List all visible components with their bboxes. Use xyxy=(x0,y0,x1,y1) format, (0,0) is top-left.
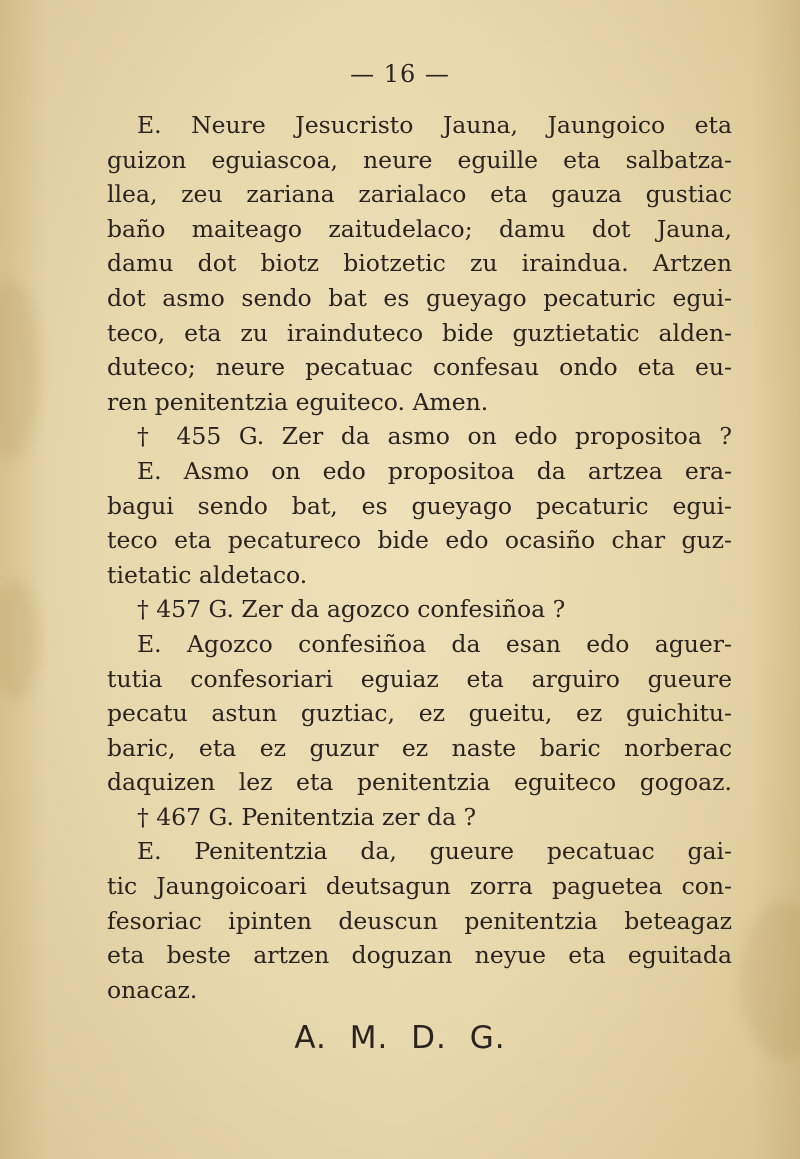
text-line: † 457 G. Zer da agozco confesiñoa ? xyxy=(137,595,566,624)
text-line: baric, eta ez guzur ez naste baric norberac xyxy=(107,733,732,762)
text-line: † 467 G. Penitentzia zer da ? xyxy=(137,802,477,831)
text-line: damu dot biotz biotzetic zu iraindua. Artzen xyxy=(107,249,732,278)
text-line: fesoriac ipinten deuscun penitentzia beteagaz xyxy=(107,906,732,935)
text-line: tutia confesoriari eguiaz eta arguiro gueure xyxy=(107,664,732,693)
text-line: pecatu astun guztiac, ez gueitu, ez guichitu- xyxy=(107,699,732,728)
page-number: — 16 — xyxy=(350,60,450,88)
text-line: teco eta pecatureco bide edo ocasiño char guz- xyxy=(107,526,732,555)
text-line: bagui sendo bat, es gueyago pecaturic egui- xyxy=(107,491,732,520)
text-line: E. Agozco confesiñoa da esan edo aguer- xyxy=(137,629,732,658)
text-line: dot asmo sendo bat es gueyago pecaturic egui- xyxy=(107,283,732,312)
text-line: ren penitentzia eguiteco. Amen. xyxy=(107,387,489,416)
text-line: duteco; neure pecatuac confesau ondo eta eu- xyxy=(107,353,732,382)
text-line: onacaz. xyxy=(107,975,198,1004)
text-line: E. Penitentzia da, gueure pecatuac gai- xyxy=(137,837,732,866)
text-line: tietatic aldetaco. xyxy=(107,560,308,589)
text-line: llea, zeu zariana zarialaco eta gauza gustiac xyxy=(107,180,732,209)
text-line: E. Asmo on edo propositoa da artzea era- xyxy=(137,456,732,485)
page-stain xyxy=(0,580,40,700)
text-line: E. Neure Jesucristo Jauna, Jaungoico eta xyxy=(137,111,732,139)
text-line: baño maiteago zaitudelaco; damu dot Jauna, xyxy=(107,214,732,243)
closing-initials: A. M. D. G. xyxy=(294,1020,506,1056)
text-line: † 455 G. Zer da asmo on edo propositoa ? xyxy=(137,422,732,451)
body-text xyxy=(107,108,732,1007)
page-stain xyxy=(0,280,40,460)
text-line: eta beste artzen doguzan neyue eta eguitada xyxy=(107,941,732,970)
text-line: tic Jaungoicoari deutsagun zorra paguetea con- xyxy=(107,872,732,901)
text-line: teco, eta zu irainduteco bide guztietatic alden- xyxy=(107,318,732,347)
text-line: guizon eguiascoa, neure eguille eta salbatza- xyxy=(107,145,732,174)
text-line: daquizen lez eta penitentzia eguiteco gogoaz. xyxy=(107,768,732,797)
